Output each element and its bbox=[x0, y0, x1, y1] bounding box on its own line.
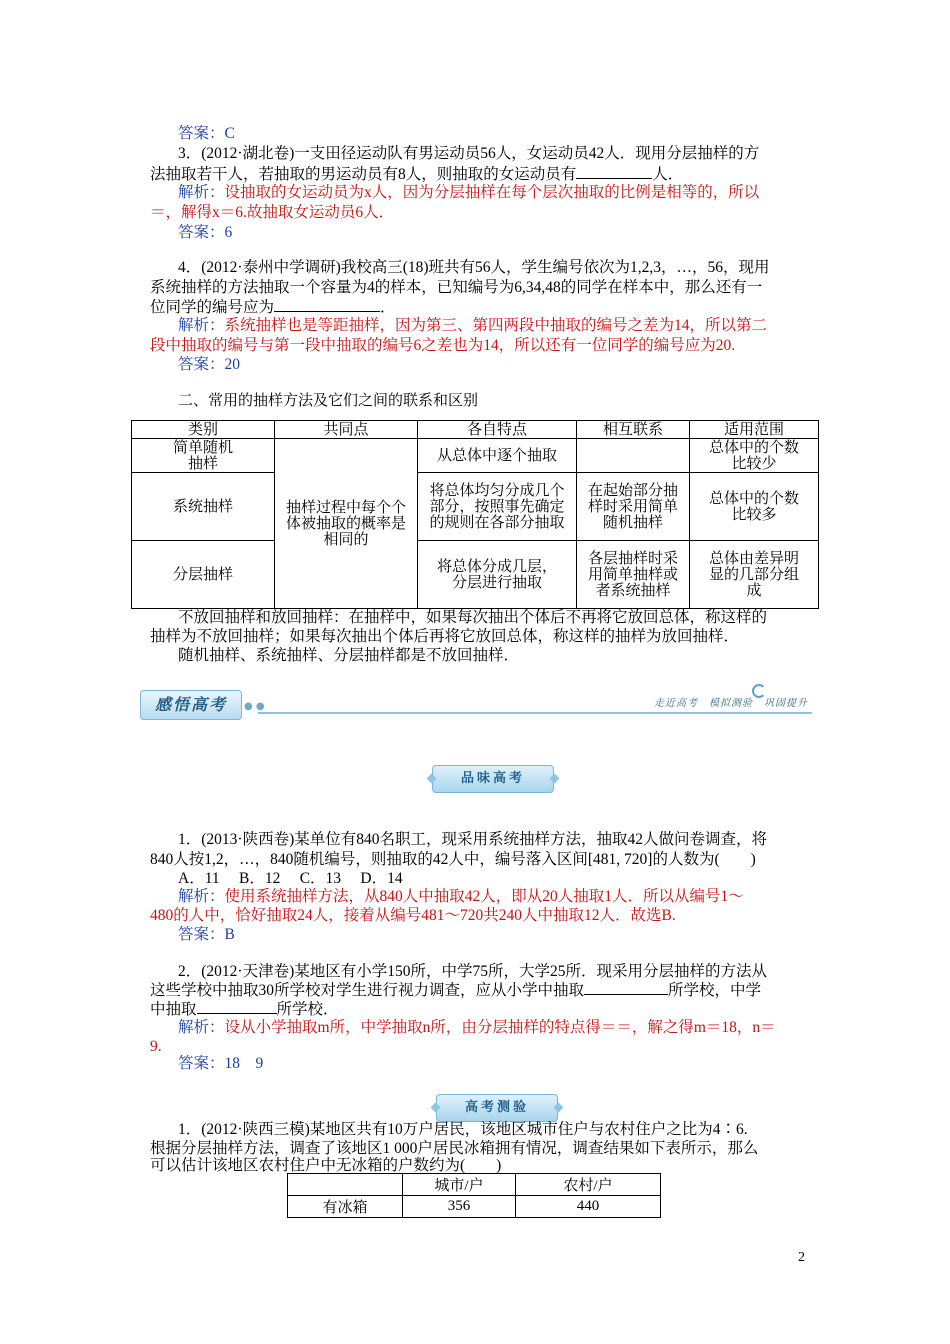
banner-title: 感悟高考 bbox=[140, 690, 242, 720]
header-cell bbox=[288, 1174, 403, 1196]
p1-analysis-line2: 480的人中，恰好抽取24人，接着从编号481～720共240人中抽取12人．故选B. bbox=[150, 907, 676, 924]
feature-cell: 将总体均匀分成几个部分，按照事先确定的规则在各部分抽取 bbox=[418, 473, 577, 541]
p1-analysis: 解析：使用系统抽样方法，从840人中抽取42人，即从20人抽取1人．所以从编号1～ bbox=[178, 888, 744, 905]
p1-line2: 840人按1,2，…，840随机编号，则抽取的42人中，编号落入区间[481, 720]的人数为( ) bbox=[150, 851, 756, 868]
answer-blank bbox=[197, 999, 277, 1014]
header-cell: 相互联系 bbox=[577, 421, 690, 439]
table-header-row bbox=[288, 1174, 661, 1196]
badge-gaokao-test: 高考测验 bbox=[436, 1094, 558, 1122]
common-cell: 抽样过程中每个个体被抽取的概率是相同的 bbox=[275, 439, 418, 609]
feature-cell: 从总体中逐个抽取 bbox=[418, 439, 577, 473]
banner-divider bbox=[258, 712, 812, 714]
header-cell: 适用范围 bbox=[690, 421, 819, 439]
category-cell: 简单随机抽样 bbox=[132, 439, 275, 473]
q4-analysis: 解析：系统抽样也是等距抽样，因为第三、第四两段中抽取的编号之差为14，所以第二 bbox=[178, 317, 768, 334]
q4-line1: 4．(2012·泰州中学调研)我校高三(18)班共有56人，学生编号依次为1,2,3，…，56，现用 bbox=[178, 259, 770, 276]
answer-blank bbox=[576, 164, 652, 179]
p2-analysis-line2: 9. bbox=[150, 1038, 162, 1055]
banner-subtitle: 走近高考 模拟测验 巩固提升 bbox=[654, 698, 808, 709]
answer-blank bbox=[274, 297, 380, 312]
sampling-methods-table bbox=[131, 420, 819, 609]
scope-cell: 总体由差异明显的几部分组成 bbox=[690, 541, 819, 609]
prev-answer bbox=[178, 124, 235, 144]
header-cell: 各自特点 bbox=[418, 421, 577, 439]
rural-cell: 440 bbox=[516, 1196, 661, 1218]
p2-line1: 2．(2012·天津卷)某地区有小学150所，中学75所，大学25所．现采用分层抽样的方法从 bbox=[178, 963, 767, 980]
scope-cell: 总体中的个数比较多 bbox=[690, 473, 819, 541]
note-line1: 不放回抽样和放回抽样：在抽样中，如果每次抽出个体后不再将它放回总体，称这样的 bbox=[178, 609, 768, 626]
badge-pinwei: 品味高考 bbox=[432, 765, 554, 793]
header-cell: 共同点 bbox=[275, 421, 418, 439]
q3-analysis: 解析：设抽取的女运动员为x人，因为分层抽样在每个层次抽取的比例是相等的，所以 bbox=[178, 184, 760, 201]
q4-analysis-line2: 段中抽取的编号与第一段中抽取的编号6之差也为14，所以还有一位同学的编号应为20. bbox=[150, 337, 736, 354]
p1-answer: 答案：B bbox=[178, 926, 235, 943]
p1-line1: 1．(2013·陕西卷)某单位有840名职工，现采用系统抽样方法，抽取42人做问卷调查，将 bbox=[178, 831, 767, 848]
q3-answer: 答案：6 bbox=[178, 224, 233, 241]
p1-options: A．11 B．12 C．13 D．14 bbox=[178, 870, 403, 887]
table-row bbox=[132, 439, 819, 473]
table-header-row bbox=[132, 421, 819, 439]
q4-line2: 系统抽样的方法抽取一个容量为4的样本，已知编号为6,34,48的同学在样本中，那么还有一 bbox=[150, 279, 763, 296]
t1-line1: 1．(2012·陕西三模)某地区共有10万户居民，该地区城市住户与农村住户之比为4∶6. bbox=[178, 1121, 748, 1138]
table-row bbox=[288, 1196, 661, 1218]
q4-answer: 答案：20 bbox=[178, 356, 241, 373]
row-label-cell: 有冰箱 bbox=[288, 1196, 403, 1218]
q3-line2: 法抽取若干人，若抽取的男运动员有8人，则抽取的女运动员有 人． bbox=[150, 166, 684, 183]
note-line3: 随机抽样、系统抽样、分层抽样都是不放回抽样． bbox=[178, 647, 520, 664]
section-heading: 二、常用的抽样方法及它们之间的联系和区别 bbox=[178, 391, 479, 409]
table-row bbox=[132, 541, 819, 609]
p2-line2: 这些学校中抽取30所学校对学生进行视力调查，应从小学中抽取 所学校，中学 bbox=[150, 982, 762, 999]
feature-cell: 将总体分成几层，分层进行抽取 bbox=[418, 541, 577, 609]
q4-line3: 位同学的编号应为 ． bbox=[150, 299, 396, 316]
q3-line1: 3．(2012·湖北卷)一支田径运动队有男运动员56人，女运动员42人．现用分层抽样的方 bbox=[178, 145, 760, 162]
header-cell: 城市/户 bbox=[403, 1174, 516, 1196]
city-cell: 356 bbox=[403, 1196, 516, 1218]
p2-analysis: 解析：设从小学抽取m所，中学抽取n所，由分层抽样的特点得＝＝，解之得m＝18，n＝ bbox=[178, 1019, 776, 1036]
answer-label: 答案： bbox=[178, 125, 225, 142]
note-line2: 抽样为不放回抽样；如果每次抽出个体后再将它放回总体，称这样的抽样为放回抽样． bbox=[150, 628, 740, 645]
p2-line3: 中抽取 所学校． bbox=[150, 1001, 339, 1018]
relation-cell: 各层抽样时采用简单抽样或者系统抽样 bbox=[577, 541, 690, 609]
page-number: 2 bbox=[798, 1250, 805, 1265]
relation-cell bbox=[577, 439, 690, 473]
fridge-table bbox=[287, 1173, 661, 1218]
scope-cell: 总体中的个数比较少 bbox=[690, 439, 819, 473]
header-cell: 类别 bbox=[132, 421, 275, 439]
table-row bbox=[132, 473, 819, 541]
header-cell: 农村/户 bbox=[516, 1174, 661, 1196]
section-banner bbox=[140, 690, 812, 720]
t1-line2: 根据分层抽样方法，调查了该地区1 000户居民冰箱拥有情况，调查结果如下表所示，那么 bbox=[150, 1140, 759, 1157]
answer-blank bbox=[584, 980, 668, 995]
dots-icon: ● ● bbox=[244, 701, 265, 712]
answer-value: C bbox=[224, 125, 235, 142]
category-cell: 分层抽样 bbox=[132, 541, 275, 609]
relation-cell: 在起始部分抽样时采用简单随机抽样 bbox=[577, 473, 690, 541]
p2-answer: 答案：18 9 bbox=[178, 1055, 264, 1072]
category-cell: 系统抽样 bbox=[132, 473, 275, 541]
t1-line3: 可以估计该地区农村住户中无冰箱的户数约为( ) bbox=[150, 1157, 502, 1174]
q3-analysis-line2: ＝，解得x＝6.故抽取女运动员6人． bbox=[150, 204, 395, 221]
